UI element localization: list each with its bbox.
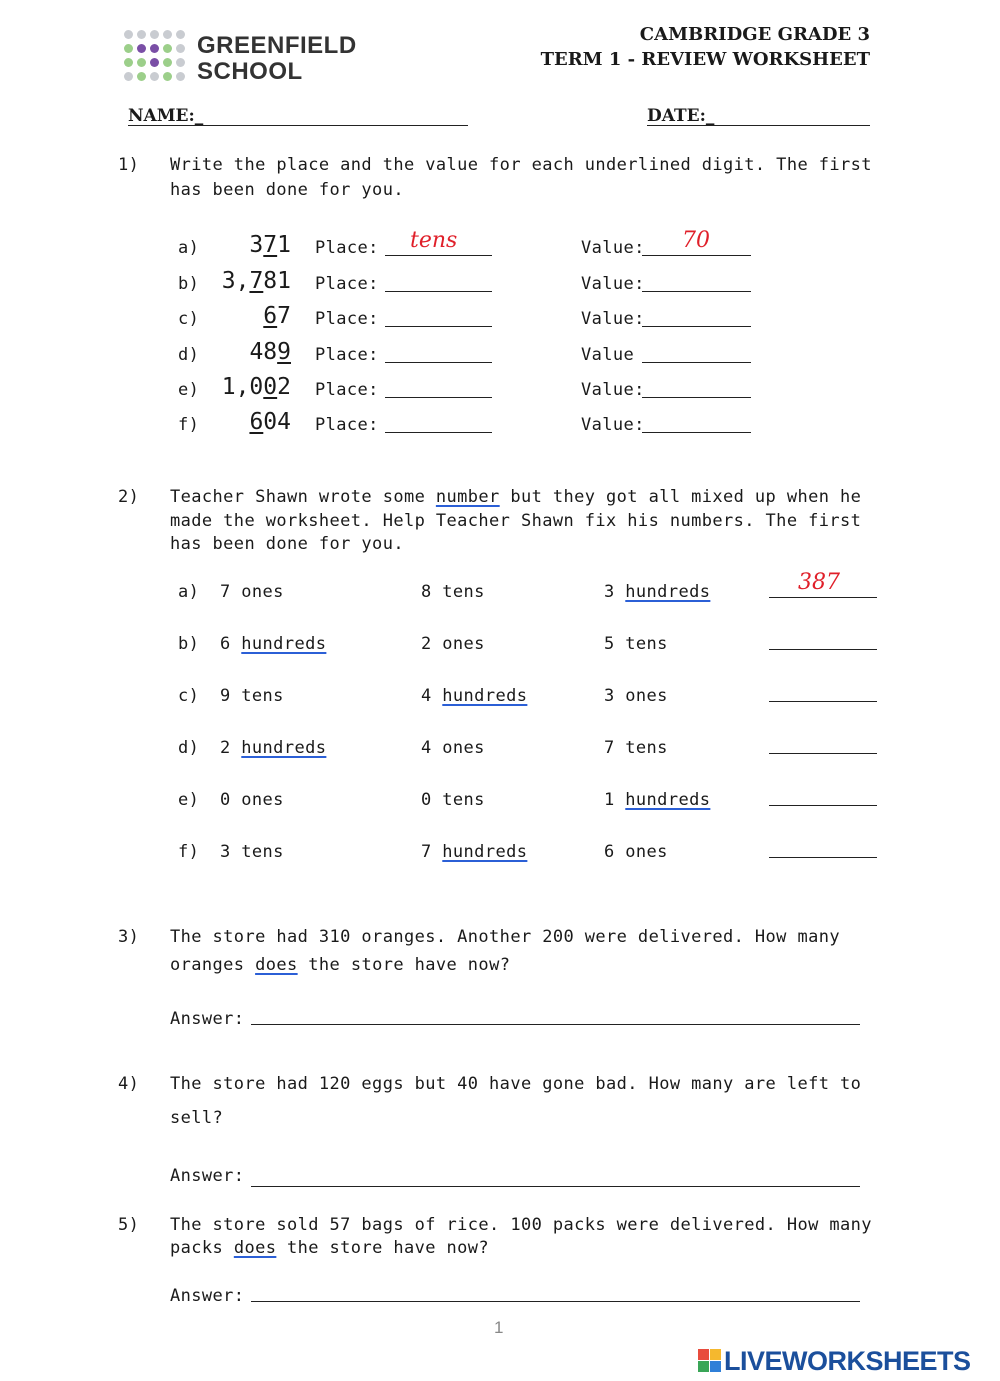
question-2-text-line3: has been done for you. <box>170 534 404 554</box>
q1-row-letter: e) <box>178 380 200 400</box>
value-label: Value: <box>581 238 645 258</box>
q2-answer-field[interactable] <box>769 649 877 650</box>
place-answer-field[interactable] <box>385 362 492 363</box>
school-name-line2: SCHOOL <box>197 58 303 85</box>
q2-answer-field[interactable] <box>769 805 877 806</box>
question-4-text-line1: The store had 120 eggs but 40 have gone bad. How many are left to <box>170 1074 862 1094</box>
q1-row-letter: d) <box>178 345 200 365</box>
value-answer-field[interactable] <box>642 326 751 327</box>
name-label: NAME:_ <box>128 106 204 126</box>
place-answer: tens <box>410 228 458 253</box>
q2-row-letter: b) <box>178 634 200 654</box>
liveworksheets-brand <box>698 1346 994 1374</box>
question-4-text-line2: sell? <box>170 1108 224 1128</box>
question-3-text-line2: oranges does the store have now? <box>170 955 511 975</box>
worksheet-title-line2: TERM 1 - REVIEW WORKSHEET <box>540 49 870 70</box>
value-label: Value: <box>581 380 645 400</box>
q1-row-letter: c) <box>178 309 200 329</box>
question-1-text-line1: Write the place and the value for each underlined digit. The first <box>170 155 872 175</box>
q2-col1: 0 ones <box>220 790 284 810</box>
q1-row-letter: f) <box>178 415 200 435</box>
value-answer-field[interactable] <box>642 291 751 292</box>
brand-text[interactable]: LIVEWORKSHEETS <box>724 1346 971 1376</box>
place-answer-field[interactable] <box>385 291 492 292</box>
value-label: Value: <box>581 309 645 329</box>
q2-col3: 5 tens <box>604 634 668 654</box>
worksheet-title-line1: CAMBRIDGE GRADE 3 <box>639 24 870 45</box>
q1-row-number: 489 <box>249 339 291 365</box>
underlined-digit: 9 <box>277 339 291 365</box>
question-3-answer-label: Answer: <box>170 1009 245 1029</box>
place-answer-field[interactable] <box>385 397 492 398</box>
school-logo <box>124 30 364 86</box>
question-1-text-line2: has been done for you. <box>170 180 404 200</box>
q2-row-letter: a) <box>178 582 200 602</box>
q2-col3: 6 ones <box>604 842 668 862</box>
date-label: DATE:_ <box>647 106 715 126</box>
place-label: Place: <box>315 345 379 365</box>
school-name-line1: GREENFIELD <box>197 32 357 59</box>
q2-col3: 3 ones <box>604 686 668 706</box>
logo-dots-icon <box>124 30 184 86</box>
place-label: Place: <box>315 238 379 258</box>
name-field[interactable] <box>128 125 468 126</box>
underlined-digit: 6 <box>263 303 278 329</box>
q1-row-number: 67 <box>263 303 291 329</box>
q2-col2: 4 hundreds <box>421 686 528 706</box>
place-label: Place: <box>315 274 379 294</box>
q2-col1: 9 tens <box>220 686 284 706</box>
q1-row-number: 1,002 <box>221 374 291 400</box>
q2-answer: 387 <box>798 570 840 595</box>
q1-row-number: 371 <box>249 232 291 258</box>
q2-row-letter: f) <box>178 842 200 862</box>
question-2-number: 2) <box>118 487 140 507</box>
q2-col1: 2 hundreds <box>220 738 327 758</box>
question-4-number: 4) <box>118 1074 140 1094</box>
q2-col1: 7 ones <box>220 582 284 602</box>
value-answer-field[interactable] <box>642 255 751 256</box>
q2-answer-field[interactable] <box>769 857 877 858</box>
q2-col3: 1 hundreds <box>604 790 711 810</box>
page-number: 1 <box>494 1318 504 1337</box>
date-field[interactable] <box>647 125 870 126</box>
underlined-digit: 6 <box>249 409 264 435</box>
q2-answer-field[interactable] <box>769 701 877 702</box>
question-5-text-line2: packs does the store have now? <box>170 1238 490 1258</box>
q2-row-letter: e) <box>178 790 200 810</box>
question-2-text-line1: Teacher Shawn wrote some number but they got all mixed up when he <box>170 487 862 507</box>
q1-row-number: 604 <box>249 409 291 435</box>
question-5-answer-field[interactable] <box>251 1301 860 1302</box>
question-3-number: 3) <box>118 927 140 947</box>
q2-col1: 3 tens <box>220 842 284 862</box>
q2-col3: 7 tens <box>604 738 668 758</box>
value-answer: 70 <box>682 228 710 253</box>
q2-answer-field[interactable] <box>769 597 877 598</box>
underlined-digit: 7 <box>249 268 264 294</box>
underlined-digit: 0 <box>263 374 278 400</box>
value-label: Value: <box>581 415 645 435</box>
question-5-answer-label: Answer: <box>170 1286 245 1306</box>
q2-answer-field[interactable] <box>769 753 877 754</box>
q2-col3: 3 hundreds <box>604 582 711 602</box>
place-answer-field[interactable] <box>385 255 492 256</box>
q2-col2: 4 ones <box>421 738 485 758</box>
question-4-answer-field[interactable] <box>251 1186 860 1187</box>
value-label: Value: <box>581 274 645 294</box>
place-answer-field[interactable] <box>385 432 492 433</box>
value-label: Value <box>581 345 635 365</box>
value-answer-field[interactable] <box>642 397 751 398</box>
underlined-digit: 7 <box>263 232 278 258</box>
q2-col2: 7 hundreds <box>421 842 528 862</box>
q1-row-letter: b) <box>178 274 200 294</box>
question-3-answer-field[interactable] <box>251 1024 860 1025</box>
q2-row-letter: d) <box>178 738 200 758</box>
place-label: Place: <box>315 380 379 400</box>
q2-row-letter: c) <box>178 686 200 706</box>
place-label: Place: <box>315 415 379 435</box>
question-5-number: 5) <box>118 1215 140 1235</box>
question-4-answer-label: Answer: <box>170 1166 245 1186</box>
liveworksheets-logo-icon <box>698 1349 722 1373</box>
question-3-text-line1: The store had 310 oranges. Another 200 were delivered. How many <box>170 927 840 947</box>
q2-col2: 2 ones <box>421 634 485 654</box>
q1-row-letter: a) <box>178 238 200 258</box>
place-answer-field[interactable] <box>385 326 492 327</box>
value-answer-field[interactable] <box>642 432 751 433</box>
place-label: Place: <box>315 309 379 329</box>
question-5-text-line1: The store sold 57 bags of rice. 100 packs were delivered. How many <box>170 1215 872 1235</box>
question-1-number: 1) <box>118 155 140 175</box>
q1-row-number: 3,781 <box>221 268 291 294</box>
q2-col2: 0 tens <box>421 790 485 810</box>
q2-col2: 8 tens <box>421 582 485 602</box>
q2-col1: 6 hundreds <box>220 634 327 654</box>
question-2-text-line2: made the worksheet. Help Teacher Shawn fix his numbers. The first <box>170 511 862 531</box>
value-answer-field[interactable] <box>642 362 751 363</box>
